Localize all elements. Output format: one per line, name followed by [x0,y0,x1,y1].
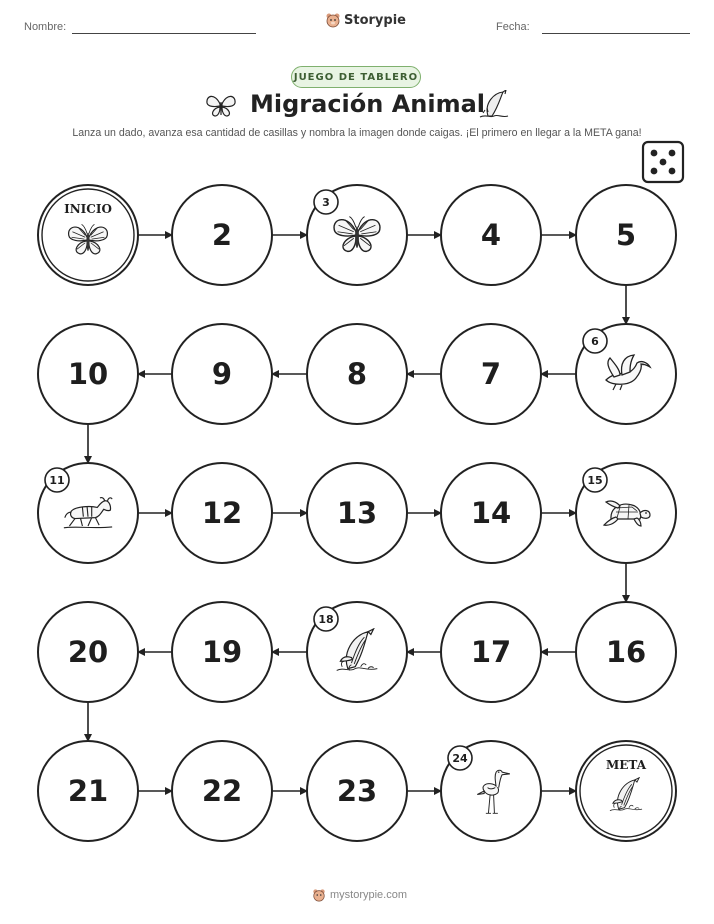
footer [312,888,407,902]
board-space-9 [172,324,272,424]
board-space-4 [441,185,541,285]
space-number: 23 [336,774,378,808]
space-number: 7 [480,357,502,391]
space-number: 4 [480,218,502,252]
space-number: 5 [615,218,637,252]
board-space-25 [576,741,676,841]
board-space-2 [172,185,272,285]
board-space-16 [576,602,676,702]
board-spaces [38,185,676,841]
board-space-12 [172,463,272,563]
space-badge-number: 11 [49,474,65,487]
bear-logo-icon [312,888,326,902]
footer-url: mystorypie.com [330,889,408,901]
name-label: Nombre: [24,21,67,33]
goal-label: META [605,758,647,772]
board-space-6 [576,324,676,424]
board-space-15 [576,463,676,563]
space-number: 8 [346,357,368,391]
board-space-23 [307,741,407,841]
board-space-14 [441,463,541,563]
space-number: 12 [201,496,243,530]
space-number: 2 [211,218,233,252]
space-badge-number: 24 [452,752,468,765]
space-number: 14 [470,496,512,530]
space-number: 13 [336,496,378,530]
space-badge-number: 18 [318,613,334,626]
board-space-17 [441,602,541,702]
board-space-3 [307,185,407,285]
start-label: INICIO [64,202,112,216]
board-space-19 [172,602,272,702]
date-label: Fecha: [496,21,530,33]
space-badge-number: 6 [591,335,599,348]
space-number: 19 [201,635,243,669]
instructions: Lanza un dado, avanza esa cantidad de casillas y nombra la imagen donde caigas. ¡El primero en llegar a la META gana! [72,127,642,139]
space-number: 21 [67,774,109,808]
dice-icon [643,142,683,182]
board-space-10 [38,324,138,424]
brand-name: Storypie [344,12,406,28]
game-type-badge: JUEGO DE TABLERO [291,66,421,88]
board-space-7 [441,324,541,424]
space-number: 17 [470,635,512,669]
page-title: Migración Animal [250,90,486,118]
board-space-13 [307,463,407,563]
board-space-1 [38,185,138,285]
board-space-8 [307,324,407,424]
board-space-21 [38,741,138,841]
space-number: 20 [67,635,109,669]
board-space-20 [38,602,138,702]
space-badge-number: 15 [587,474,603,487]
space-number: 16 [605,635,647,669]
space-number: 22 [201,774,243,808]
space-number: 10 [67,357,109,391]
board-space-5 [576,185,676,285]
board-space-24 [441,741,541,841]
space-badge-number: 3 [322,196,330,209]
space-number: 9 [211,357,233,391]
board-space-11 [38,463,138,563]
board-space-18 [307,602,407,702]
board-space-22 [172,741,272,841]
